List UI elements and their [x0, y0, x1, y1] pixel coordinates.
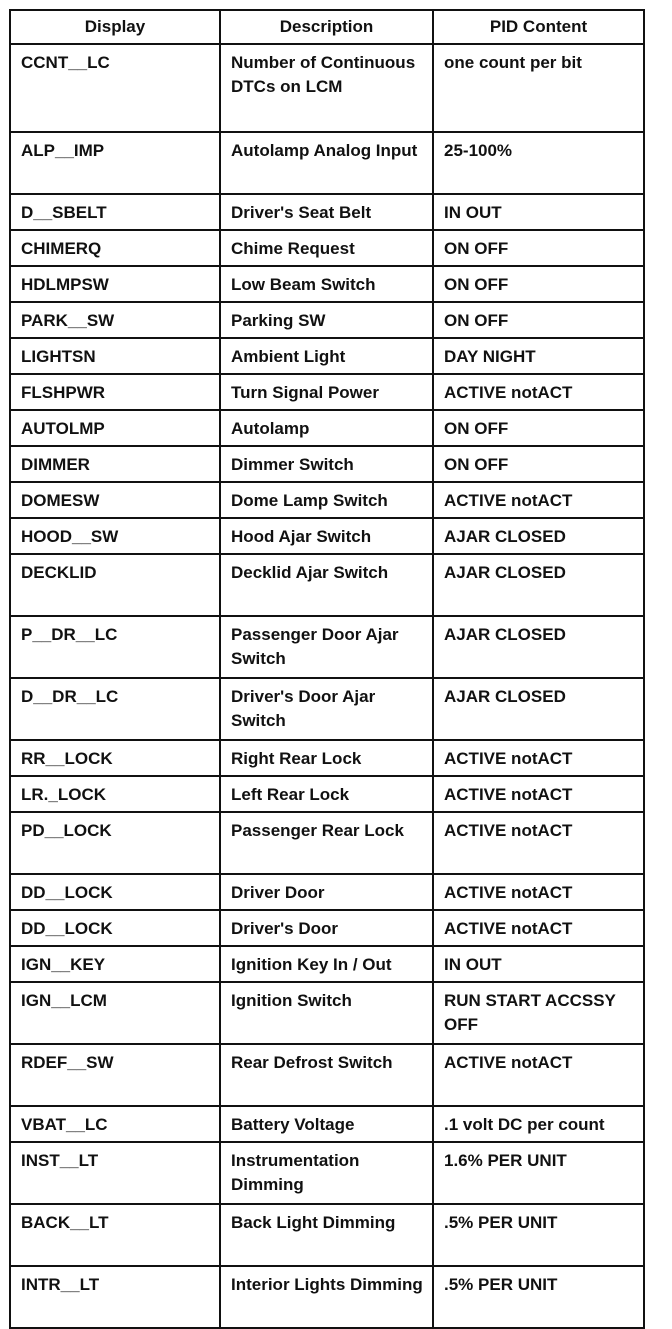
table-row: [10, 874, 644, 910]
cell-display: BACK__LT: [10, 1204, 220, 1266]
cell-display: IGN__KEY: [10, 946, 220, 982]
table-row: [10, 482, 644, 518]
cell-pid-content: .5% PER UNIT: [433, 1204, 644, 1266]
cell-pid-content: .1 volt DC per count: [433, 1106, 644, 1142]
cell-display: DECKLID: [10, 554, 220, 616]
cell-description: Dome Lamp Switch: [220, 482, 433, 518]
table-row: [10, 554, 644, 616]
cell-description: Battery Voltage: [220, 1106, 433, 1142]
cell-display: INTR__LT: [10, 1266, 220, 1328]
table-row: [10, 910, 644, 946]
cell-pid-content: RUN START ACCSSY OFF: [433, 982, 644, 1044]
cell-pid-content: ACTIVE notACT: [433, 812, 644, 874]
table-row: [10, 194, 644, 230]
cell-pid-content: 25-100%: [433, 132, 644, 194]
table-row: [10, 982, 644, 1044]
cell-description: Autolamp Analog Input: [220, 132, 433, 194]
cell-description: Passenger Rear Lock: [220, 812, 433, 874]
header-description: Description: [220, 10, 433, 44]
cell-pid-content: ACTIVE notACT: [433, 482, 644, 518]
cell-display: INST__LT: [10, 1142, 220, 1204]
cell-description: Interior Lights Dimming: [220, 1266, 433, 1328]
cell-display: HOOD__SW: [10, 518, 220, 554]
cell-pid-content: .5% PER UNIT: [433, 1266, 644, 1328]
header-display: Display: [10, 10, 220, 44]
cell-display: ALP__IMP: [10, 132, 220, 194]
table-row: [10, 616, 644, 678]
table-row: [10, 1106, 644, 1142]
cell-description: Ignition Key In / Out: [220, 946, 433, 982]
cell-description: Parking SW: [220, 302, 433, 338]
cell-description: Hood Ajar Switch: [220, 518, 433, 554]
cell-display: CCNT__LC: [10, 44, 220, 132]
cell-display: P__DR__LC: [10, 616, 220, 678]
cell-pid-content: ACTIVE notACT: [433, 910, 644, 946]
cell-pid-content: ACTIVE notACT: [433, 1044, 644, 1106]
cell-display: DOMESW: [10, 482, 220, 518]
cell-display: AUTOLMP: [10, 410, 220, 446]
cell-description: Passenger Door Ajar Switch: [220, 616, 433, 678]
table-row: [10, 1142, 644, 1204]
cell-pid-content: DAY NIGHT: [433, 338, 644, 374]
table-row: [10, 266, 644, 302]
table-row: [10, 776, 644, 812]
cell-display: PARK__SW: [10, 302, 220, 338]
cell-description: Left Rear Lock: [220, 776, 433, 812]
cell-pid-content: 1.6% PER UNIT: [433, 1142, 644, 1204]
cell-description: Rear Defrost Switch: [220, 1044, 433, 1106]
table-row: [10, 1044, 644, 1106]
cell-pid-content: AJAR CLOSED: [433, 678, 644, 740]
cell-display: DD__LOCK: [10, 874, 220, 910]
cell-description: Instrumentation Dimming: [220, 1142, 433, 1204]
cell-display: FLSHPWR: [10, 374, 220, 410]
cell-pid-content: ON OFF: [433, 302, 644, 338]
cell-description: Chime Request: [220, 230, 433, 266]
cell-display: LR._LOCK: [10, 776, 220, 812]
cell-pid-content: one count per bit: [433, 44, 644, 132]
table-row: [10, 446, 644, 482]
cell-pid-content: ACTIVE notACT: [433, 374, 644, 410]
table-row: [10, 302, 644, 338]
table-row: [10, 230, 644, 266]
table-row: [10, 410, 644, 446]
cell-pid-content: AJAR CLOSED: [433, 518, 644, 554]
cell-pid-content: ON OFF: [433, 230, 644, 266]
cell-pid-content: AJAR CLOSED: [433, 554, 644, 616]
cell-description: Driver's Door Ajar Switch: [220, 678, 433, 740]
cell-description: Driver's Seat Belt: [220, 194, 433, 230]
table-row: [10, 132, 644, 194]
cell-description: Ambient Light: [220, 338, 433, 374]
table-row: [10, 740, 644, 776]
cell-description: Dimmer Switch: [220, 446, 433, 482]
cell-display: LIGHTSN: [10, 338, 220, 374]
pid-table: [9, 9, 645, 1329]
cell-display: DD__LOCK: [10, 910, 220, 946]
cell-description: Autolamp: [220, 410, 433, 446]
table-row: [10, 1204, 644, 1266]
table-row: [10, 946, 644, 982]
cell-display: PD__LOCK: [10, 812, 220, 874]
table-row: [10, 338, 644, 374]
table-row: [10, 678, 644, 740]
cell-description: Driver Door: [220, 874, 433, 910]
cell-pid-content: AJAR CLOSED: [433, 616, 644, 678]
cell-pid-content: ON OFF: [433, 446, 644, 482]
cell-description: Back Light Dimming: [220, 1204, 433, 1266]
cell-description: Turn Signal Power: [220, 374, 433, 410]
cell-pid-content: IN OUT: [433, 194, 644, 230]
header-pid-content: PID Content: [433, 10, 644, 44]
cell-pid-content: ACTIVE notACT: [433, 776, 644, 812]
cell-display: VBAT__LC: [10, 1106, 220, 1142]
cell-description: Number of Continuous DTCs on LCM: [220, 44, 433, 132]
cell-description: Low Beam Switch: [220, 266, 433, 302]
cell-pid-content: ON OFF: [433, 410, 644, 446]
cell-pid-content: ON OFF: [433, 266, 644, 302]
table-row: [10, 374, 644, 410]
table-row: [10, 44, 644, 132]
cell-pid-content: IN OUT: [433, 946, 644, 982]
cell-display: DIMMER: [10, 446, 220, 482]
cell-description: Right Rear Lock: [220, 740, 433, 776]
cell-description: Decklid Ajar Switch: [220, 554, 433, 616]
cell-display: D__DR__LC: [10, 678, 220, 740]
table-row: [10, 812, 644, 874]
cell-display: RDEF__SW: [10, 1044, 220, 1106]
cell-display: HDLMPSW: [10, 266, 220, 302]
cell-pid-content: ACTIVE notACT: [433, 874, 644, 910]
cell-description: Driver's Door: [220, 910, 433, 946]
table-row: [10, 1266, 644, 1328]
cell-display: D__SBELT: [10, 194, 220, 230]
cell-description: Ignition Switch: [220, 982, 433, 1044]
cell-display: CHIMERQ: [10, 230, 220, 266]
header-row: [10, 10, 644, 44]
table-row: [10, 518, 644, 554]
cell-display: IGN__LCM: [10, 982, 220, 1044]
cell-pid-content: ACTIVE notACT: [433, 740, 644, 776]
cell-display: RR__LOCK: [10, 740, 220, 776]
